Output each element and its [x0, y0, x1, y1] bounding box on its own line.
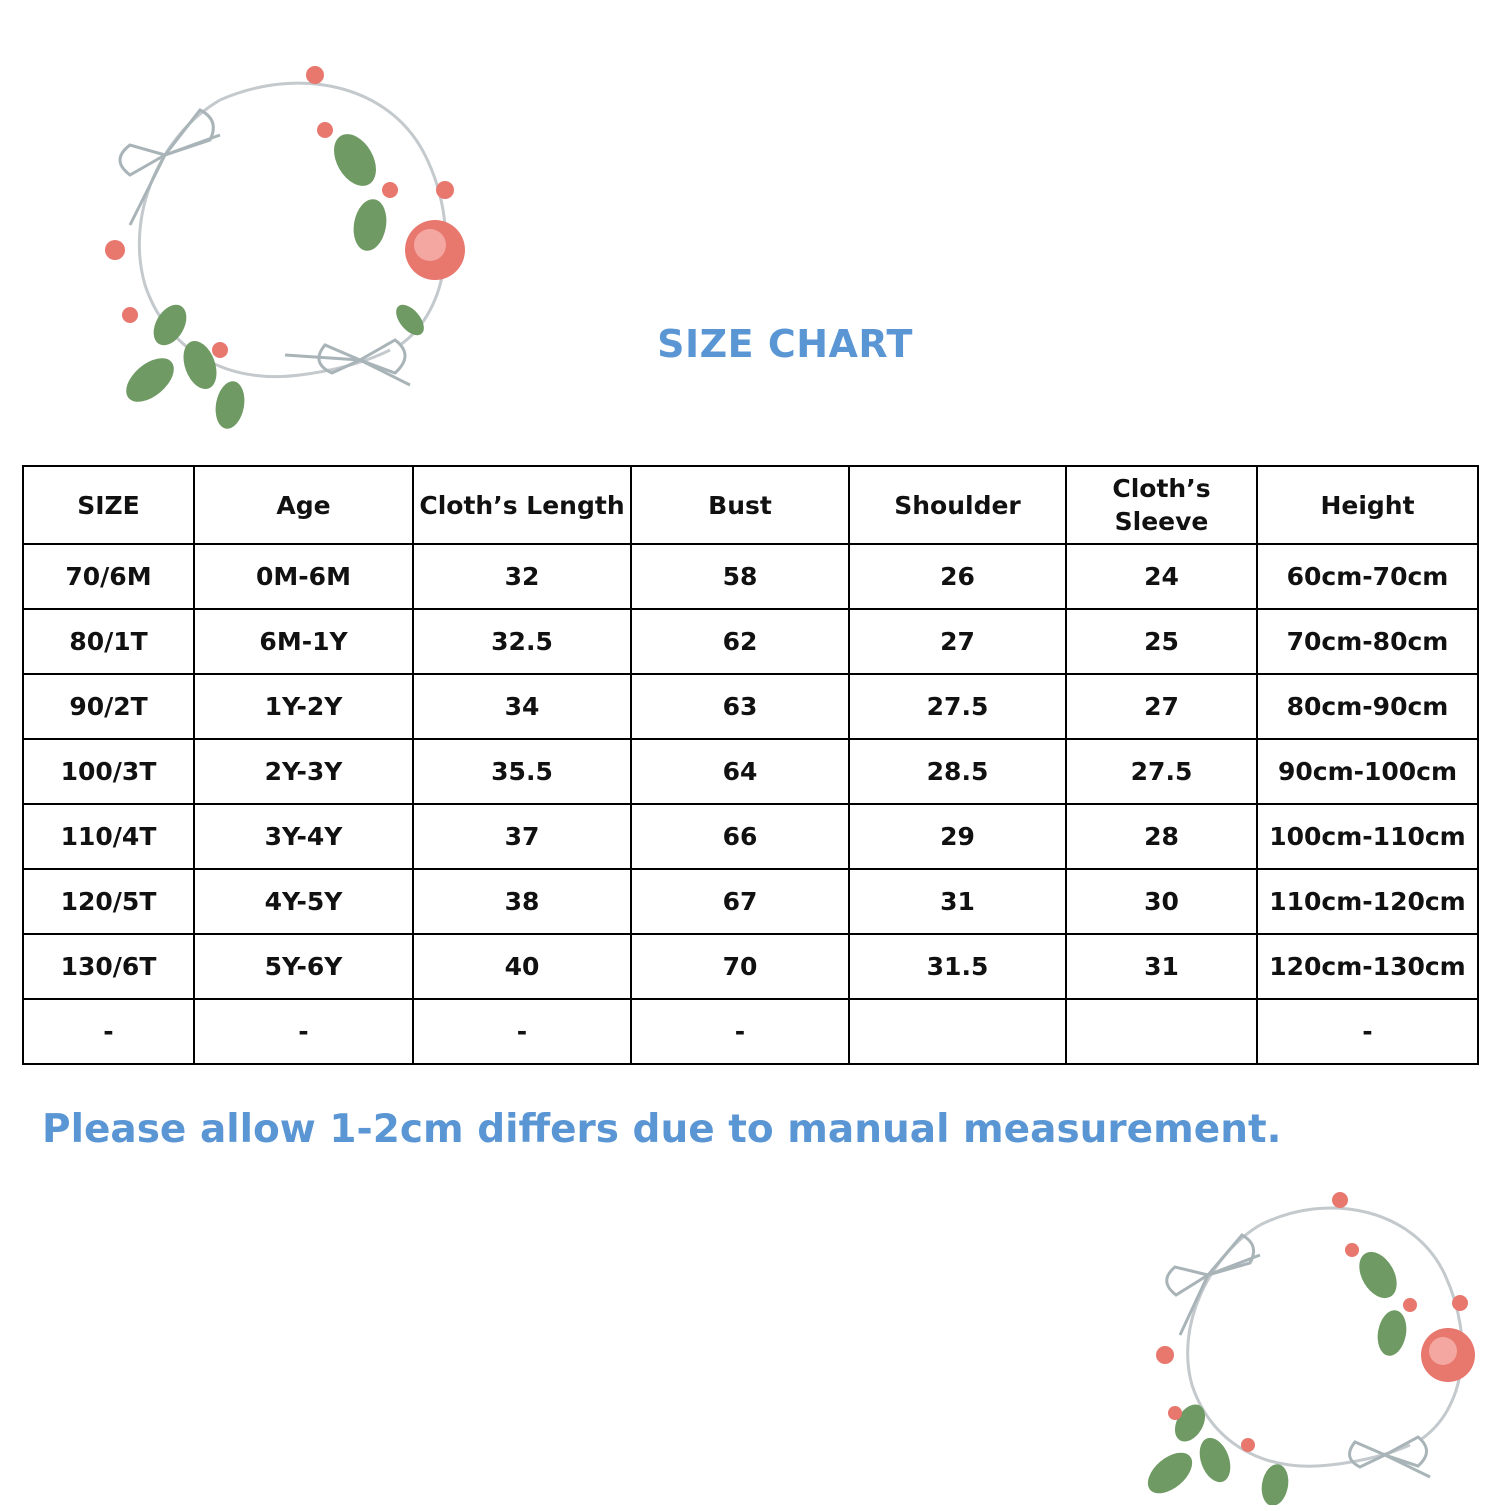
table-row	[23, 674, 1478, 739]
size-chart-table	[22, 465, 1479, 1065]
table-row	[23, 544, 1478, 609]
table-cell: 27	[1066, 674, 1257, 739]
column-header-bust: Bust	[631, 466, 849, 544]
table-cell	[849, 999, 1066, 1064]
measurement-note: Please allow 1-2cm differs due to manual measurement.	[42, 1107, 1282, 1152]
table-cell: 30	[1066, 869, 1257, 934]
table-cell: -	[1257, 999, 1478, 1064]
table-cell: 40	[413, 934, 631, 999]
table-cell: 31.5	[849, 934, 1066, 999]
table-cell: 70/6M	[23, 544, 194, 609]
column-header-cloth-sleeve: Cloth’s Sleeve	[1066, 466, 1257, 544]
table-cell: 80/1T	[23, 609, 194, 674]
table-cell: 2Y-3Y	[194, 739, 413, 804]
rose-wreath-top-left-icon	[70, 25, 490, 435]
table-cell: 58	[631, 544, 849, 609]
column-header-size: SIZE	[23, 466, 194, 544]
table-cell: 62	[631, 609, 849, 674]
table-cell: 70	[631, 934, 849, 999]
table-cell: 66	[631, 804, 849, 869]
table-cell: 34	[413, 674, 631, 739]
page-title: SIZE CHART	[657, 322, 913, 366]
table-row	[23, 934, 1478, 999]
table-cell: 38	[413, 869, 631, 934]
table-row	[23, 999, 1478, 1064]
table-cell: 27.5	[1066, 739, 1257, 804]
table-cell: 32	[413, 544, 631, 609]
table-cell: -	[413, 999, 631, 1064]
table-cell: 110cm-120cm	[1257, 869, 1478, 934]
table-cell: 37	[413, 804, 631, 869]
table-row	[23, 869, 1478, 934]
table-cell: -	[631, 999, 849, 1064]
table-row	[23, 739, 1478, 804]
table-cell: 80cm-90cm	[1257, 674, 1478, 739]
table-cell: 64	[631, 739, 849, 804]
table-cell: 90cm-100cm	[1257, 739, 1478, 804]
size-chart-table-wrapper	[22, 465, 1477, 1065]
table-cell: 0M-6M	[194, 544, 413, 609]
table-cell: 110/4T	[23, 804, 194, 869]
table-cell: 29	[849, 804, 1066, 869]
column-header-shoulder: Shoulder	[849, 466, 1066, 544]
table-cell: 1Y-2Y	[194, 674, 413, 739]
table-row	[23, 609, 1478, 674]
table-row	[23, 804, 1478, 869]
table-cell: 120cm-130cm	[1257, 934, 1478, 999]
table-cell: 28	[1066, 804, 1257, 869]
table-cell: 35.5	[413, 739, 631, 804]
table-cell: 90/2T	[23, 674, 194, 739]
rose-wreath-bottom-right-icon	[1130, 1155, 1500, 1505]
table-cell: 26	[849, 544, 1066, 609]
table-cell: 5Y-6Y	[194, 934, 413, 999]
table-cell: 67	[631, 869, 849, 934]
table-cell: 28.5	[849, 739, 1066, 804]
table-header-row	[23, 466, 1478, 544]
table-cell: 100cm-110cm	[1257, 804, 1478, 869]
table-cell: 4Y-5Y	[194, 869, 413, 934]
table-cell: 24	[1066, 544, 1257, 609]
table-cell: 120/5T	[23, 869, 194, 934]
table-cell: 31	[849, 869, 1066, 934]
table-cell	[1066, 999, 1257, 1064]
column-header-height: Height	[1257, 466, 1478, 544]
table-cell: 3Y-4Y	[194, 804, 413, 869]
table-cell: 27.5	[849, 674, 1066, 739]
table-cell: -	[194, 999, 413, 1064]
table-cell: 63	[631, 674, 849, 739]
table-cell: 60cm-70cm	[1257, 544, 1478, 609]
table-cell: 27	[849, 609, 1066, 674]
table-cell: 70cm-80cm	[1257, 609, 1478, 674]
table-cell: 25	[1066, 609, 1257, 674]
table-cell: 6M-1Y	[194, 609, 413, 674]
column-header-age: Age	[194, 466, 413, 544]
table-cell: 100/3T	[23, 739, 194, 804]
column-header-cloth-length: Cloth’s Length	[413, 466, 631, 544]
table-cell: 32.5	[413, 609, 631, 674]
table-cell: -	[23, 999, 194, 1064]
table-cell: 130/6T	[23, 934, 194, 999]
table-cell: 31	[1066, 934, 1257, 999]
